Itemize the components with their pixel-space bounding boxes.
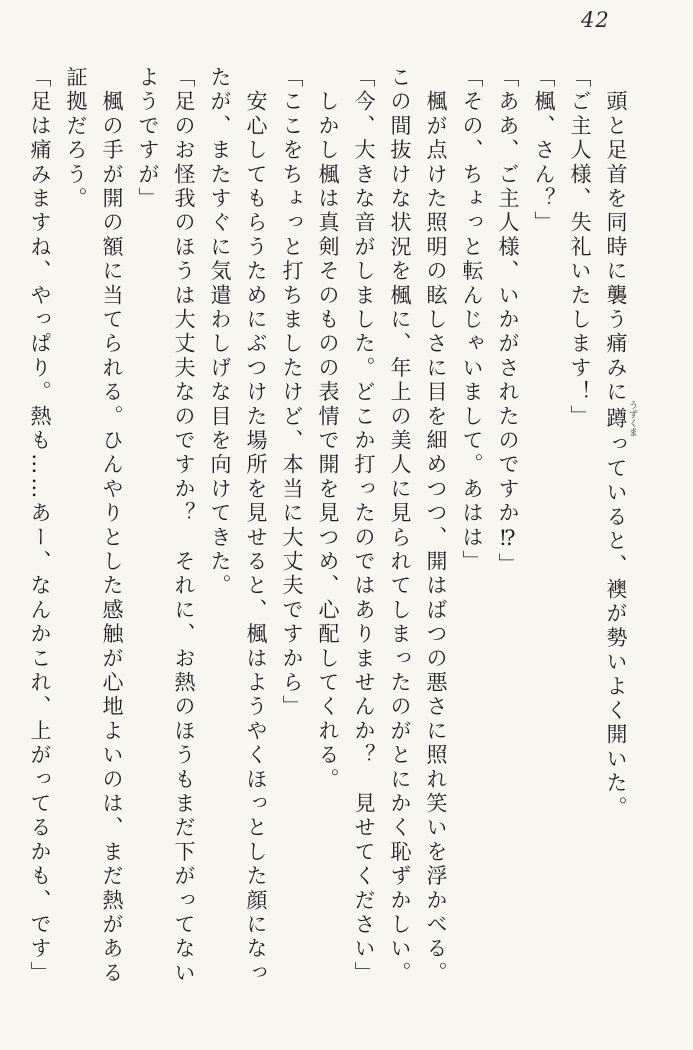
text-line: 「ここをちょっと打ちましたけど、本当に大丈夫ですから」 <box>280 66 304 720</box>
text-line: しかし楓は真剣そのものの表情で開を見つめ、心配してくれる。 <box>316 66 340 792</box>
furigana: うずくま <box>627 400 637 437</box>
text-line: 「ご主人様、失礼いたします！」 <box>568 66 592 429</box>
text-line: 「足は痛みますね、やっぱり。熱も……あー、なんかこれ、上がってるかも、です」 <box>28 66 52 986</box>
text-line: 「楓、さん？」 <box>532 66 556 236</box>
text-line: 証拠だろう。 <box>64 66 88 212</box>
page-text <box>22 66 637 990</box>
page-number: 42 <box>581 8 610 32</box>
text-line: 頭と足首を同時に襲う痛みに蹲 うずくまっていると、襖が勢いよく開いた。 <box>604 66 637 820</box>
text-line: 「今、大きな音がしました。どこか打ったのではありませんか？ 見せてください」 <box>352 66 376 986</box>
text-line: 安心してもらうためにぶつけた場所を見せると、楓はようやくほっとした顔になっ <box>244 66 268 986</box>
text-line: この間抜けな状況を楓に、年上の美人に見られてしまったのがとにかく恥ずかしい。 <box>388 66 412 986</box>
text-line: 楓の手が開の額に当てられる。ひんやりとした感触が心地よいのは、まだ熱がある <box>100 66 124 986</box>
text-line: 「足のお怪我のほうは大丈夫なのですか？ それに、お熱のほうもまだ下がってない <box>172 66 196 986</box>
text-line: ようですが」 <box>136 66 160 212</box>
text-line: 「その、ちょっと転んじゃいまして。あはは」 <box>460 66 484 575</box>
text-line: 楓が点けた照明の眩しさに目を細めつつ、開はばつの悪さに照れ笑いを浮かべる。 <box>424 66 448 986</box>
text-line: たが、またすぐに気遣わしげな目を向けてきた。 <box>208 66 232 599</box>
ruby-annotated-kanji: 蹲 うずくま <box>604 400 637 437</box>
text-line: 「ああ、ご主人様、いかがされたのですか⁉」 <box>496 66 520 578</box>
